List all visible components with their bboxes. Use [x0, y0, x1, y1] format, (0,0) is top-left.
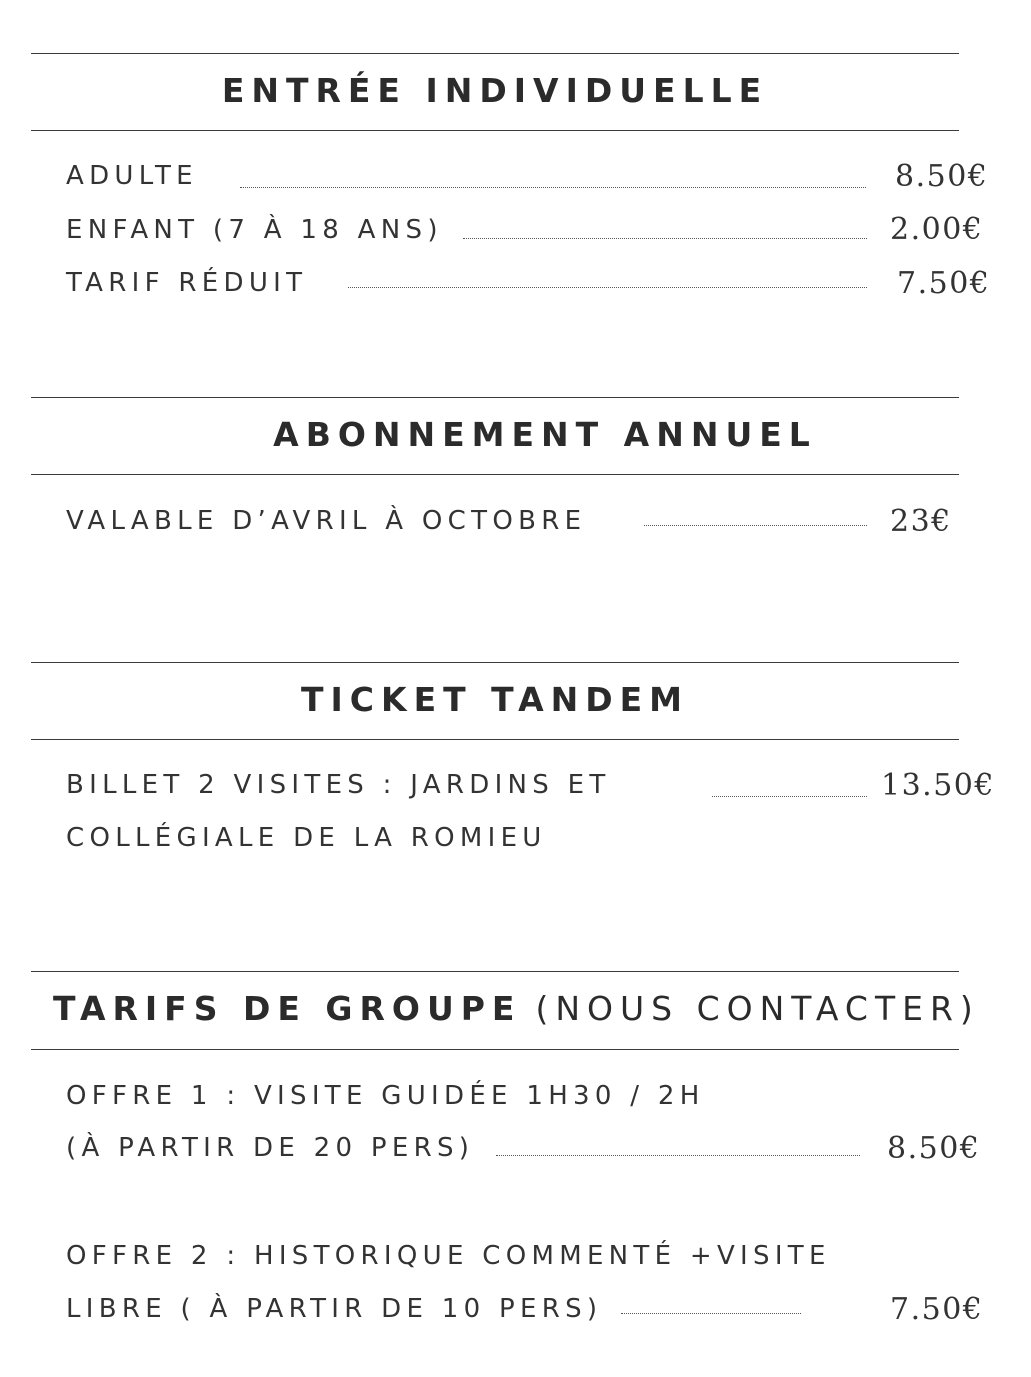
price-label: TARIF RÉDUIT	[66, 268, 308, 298]
price-label-line1: OFFRE 2 : HISTORIQUE COMMENTÉ +VISITE	[66, 1241, 831, 1271]
price-label-line1: BILLET 2 VISITES : JARDINS ET	[66, 770, 611, 800]
divider	[31, 130, 959, 131]
dotted-leader	[621, 1313, 801, 1314]
divider	[31, 474, 959, 475]
section-title: ABONNEMENT ANNUEL	[273, 414, 817, 454]
dotted-leader	[644, 525, 867, 526]
price-label: ENFANT (7 À 18 ANS)	[66, 215, 443, 245]
dotted-leader	[496, 1155, 860, 1156]
price-label: VALABLE D’AVRIL À OCTOBRE	[66, 506, 587, 536]
section-title-row	[31, 970, 980, 1046]
price-label-line2: LIBRE ( À PARTIR DE 10 PERS)	[66, 1294, 603, 1324]
section-title: TARIFS DE GROUPE	[53, 988, 522, 1028]
price-value: 23€	[890, 504, 952, 539]
section-title: TICKET TANDEM	[301, 679, 689, 719]
divider	[31, 739, 959, 740]
price-value: 8.50€	[895, 159, 989, 194]
price-value: 7.50€	[897, 266, 991, 301]
price-value: 13.50€	[881, 768, 995, 803]
dotted-leader	[348, 287, 867, 288]
price-label-line1: OFFRE 1 : VISITE GUIDÉE 1H30 / 2H	[66, 1081, 705, 1111]
dotted-leader	[240, 187, 866, 188]
dotted-leader	[463, 238, 867, 239]
price-value: 7.50€	[890, 1292, 984, 1327]
section-title-note: (NOUS CONTACTER)	[535, 988, 980, 1028]
price-label-line2: (À PARTIR DE 20 PERS)	[66, 1133, 475, 1163]
price-label-line2: COLLÉGIALE DE LA ROMIEU	[66, 823, 547, 853]
divider	[31, 1049, 959, 1050]
price-value: 8.50€	[887, 1131, 981, 1166]
price-label: ADULTE	[66, 161, 198, 191]
price-value: 2.00€	[890, 212, 984, 247]
dotted-leader	[712, 796, 867, 797]
section-title: ENTRÉE INDIVIDUELLE	[221, 70, 769, 110]
